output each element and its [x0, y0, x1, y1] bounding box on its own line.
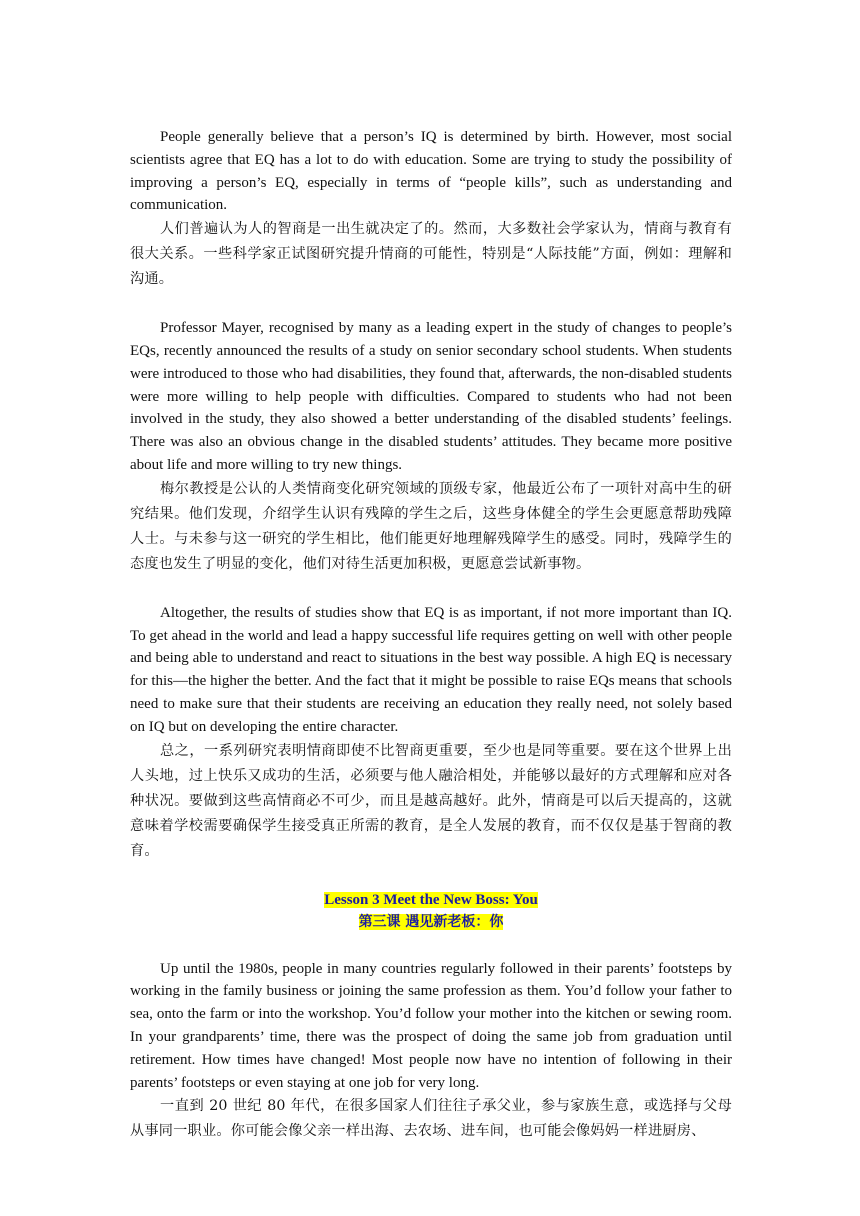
paragraph-2-chinese: 梅尔教授是公认的人类情商变化研究领域的顶级专家，他最近公布了一项针对高中生的研究结果。他们发现，介绍学生认识有残障的学生之后，这些身体健全的学生会更愿意帮助残障人士。与未参与这一研究的学生相比，他们能更好地理解残障学生的感受。同时，残障学生的态度也发生了明显的变化，他们对待生活更加积极，更愿意尝试新事物。 — [130, 480, 732, 572]
lesson-heading-chinese — [130, 911, 732, 933]
paragraph-gap — [130, 864, 732, 889]
lesson-heading-english — [130, 889, 732, 911]
paragraph-4-english: Up until the 1980s, people in many countries regularly followed in their parents’ footsteps by working in the family business or joining the same profession as them. You’d follow your father to sea, onto the farm or into the workshop. You’d follow your mother into the kitchen or sewing room. In your grandparents’ time, there was the prospect of doing the same job from graduation until retirement. How times have changed! Most people now have no intention of following in their parents’ footsteps or even staying at one job for very long. — [130, 960, 732, 1091]
paragraph-1-english: People generally believe that a person’s IQ is determined by birth. However, most social scientists agree that EQ has a lot to do with education. Some are trying to study the possibility of improving a person’s EQ, especially in terms of “people kills”, such as understanding and communication. — [130, 129, 732, 214]
paragraph-gap — [130, 577, 732, 602]
lesson-title-english: Lesson 3 Meet the New Boss: You — [324, 891, 538, 908]
lesson-title-chinese: 第三课 遇见新老板：你 — [358, 913, 504, 930]
paragraph-3-english: Altogether, the results of studies show that EQ is as important, if not more important than IQ. To get ahead in the world and lead a happy successful life requires getting on well with other people and being able to understand and react to situations in the best way possible. A high EQ is necessary for this—the higher the better. And the fact that it might be possible to raise EQs means that schools need to make sure that their students are receiving an education they really need, not solely based on IQ but on developing the entire character. — [130, 604, 732, 735]
paragraph-4-chinese: 一直到 20 世纪 80 年代，在很多国家人们往往子承父业，参与家族生意，或选择与父母从事同一职业。你可能会像父亲一样出海、去农场、进车间，也可能会像妈妈一样进厨房、 — [130, 1098, 732, 1140]
paragraph-2-english: Professor Mayer, recognised by many as a leading expert in the study of changes to people’s EQs, recently announced the results of a study on senior secondary school students. When students were introduced to those who had disabilities, they found that, afterwards, the non-disabled students were more willing to help people with difficulties. Compared to students who had not been involved in the study, they also showed a better understanding of the disabled students’ feelings. There was also an obvious change in the disabled students’ attitudes. They became more positive about life and more willing to try new things. — [130, 320, 732, 473]
paragraph-gap — [130, 292, 732, 317]
document-page — [130, 126, 732, 1144]
paragraph-3-chinese: 总之，一系列研究表明情商即使不比智商更重要，至少也是同等重要。要在这个世界上出人头地，过上快乐又成功的生活，必须要与他人融洽相处，并能够以最好的方式理解和应对各种状况。要做到这些高情商必不可少，而且是越高越好。此外，情商是可以后天提高的，这就意味着学校需要确保学生接受真正所需的教育，是全人发展的教育，而不仅仅是基于智商的教育。 — [130, 742, 732, 859]
paragraph-1-chinese: 人们普遍认为人的智商是一出生就决定了的。然而，大多数社会学家认为，情商与教育有很大关系。一些科学家正试图研究提升情商的可能性，特别是“人际技能”方面，例如：理解和沟通。 — [130, 221, 732, 288]
paragraph-gap — [130, 933, 732, 958]
